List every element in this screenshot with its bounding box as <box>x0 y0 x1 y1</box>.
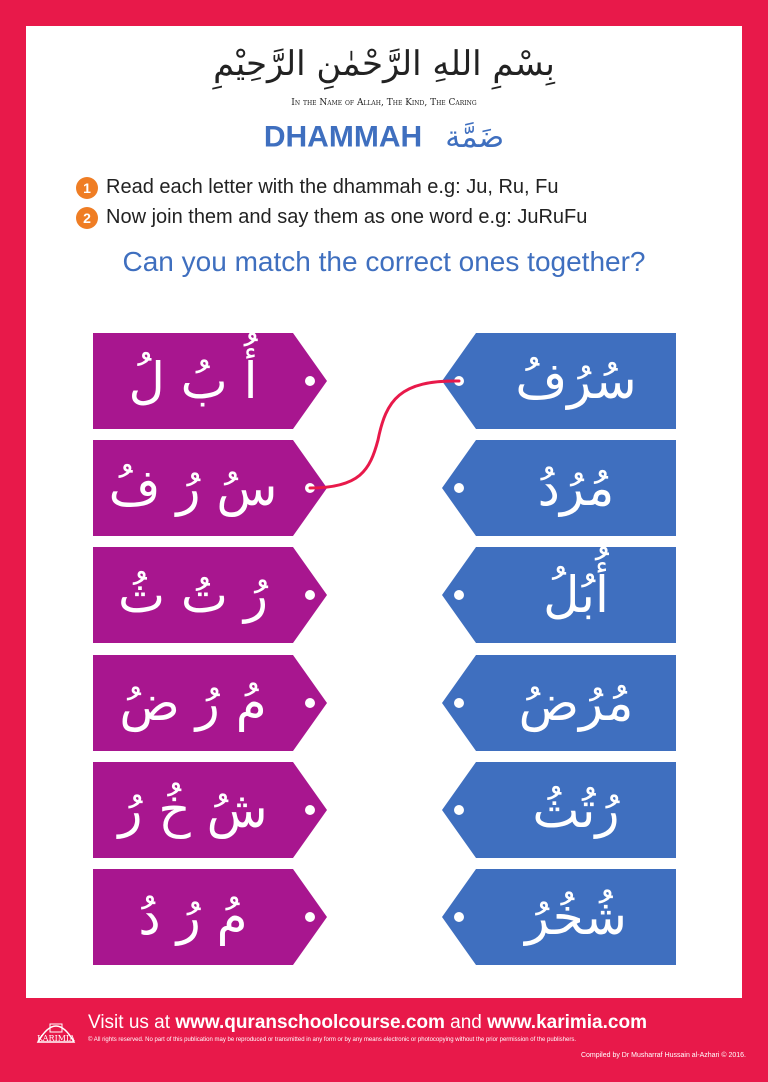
right-tag-1[interactable] <box>436 333 676 429</box>
step-number-badge: 2 <box>76 207 98 229</box>
site-link-quranschoolcourse[interactable]: www.quranschoolcourse.com <box>175 1012 445 1033</box>
left-tag-6[interactable] <box>93 869 333 965</box>
right-tag-3[interactable] <box>436 547 676 643</box>
left-tag-2[interactable] <box>93 440 333 536</box>
right-tag-2[interactable] <box>436 440 676 536</box>
right-tag-text: شُخُرُ <box>525 888 627 946</box>
right-tag-text: مُرُدُ <box>537 459 615 517</box>
left-tag-text: رُ تُ ثُ <box>117 566 269 624</box>
left-tag-text: أُ بُ لُ <box>128 352 258 410</box>
right-tag-text: رُتُثُ <box>532 781 620 839</box>
instruction-text: Read each letter with the dhammah e.g: Ju, Ru, Fu <box>106 176 559 198</box>
right-tag-6[interactable] <box>436 869 676 965</box>
left-tag-3[interactable] <box>93 547 333 643</box>
basmala-calligraphy: بِسْمِ اللهِ الرَّحْمٰنِ الرَّحِيْمِ <box>213 44 555 84</box>
site-link-karimia[interactable]: www.karimia.com <box>487 1012 647 1033</box>
left-tag-text: مُ رُ ضُ <box>119 674 267 732</box>
logo-text: KARIMIA <box>37 1034 75 1043</box>
compiler-credit: Compiled by Dr Musharraf Hussain al-Azhari © 2016. <box>580 1052 746 1059</box>
matching-question: Can you match the correct ones together? <box>122 246 646 277</box>
right-tag-text: مُرُضُ <box>518 674 634 732</box>
page-title <box>0 120 768 155</box>
left-tag-text: شُ خُ رُ <box>118 781 268 839</box>
instruction-1 <box>76 176 558 199</box>
instruction-2 <box>76 206 587 229</box>
right-tag-4[interactable] <box>436 655 676 751</box>
right-tag-text: أُبُلُ <box>543 566 609 624</box>
footer-visit <box>88 1012 647 1034</box>
left-tag-4[interactable] <box>93 655 333 751</box>
instruction-text: Now join them and say them as one word e.g: JuRuFu <box>106 206 588 228</box>
left-tag-text: مُ رُ دُ <box>138 888 248 946</box>
title-arabic: ضَمَّة <box>445 120 505 155</box>
title-english: DHAMMAH <box>263 120 423 154</box>
left-tag-5[interactable] <box>93 762 333 858</box>
step-number-badge: 1 <box>76 177 98 199</box>
left-tag-text: سُ رُ فُ <box>108 459 278 517</box>
visit-and: and <box>450 1012 482 1033</box>
left-tag-1[interactable] <box>93 333 333 429</box>
basmala-translation: In the Name of Allah, The Kind, The Caring <box>291 98 477 108</box>
right-tag-text: سُرُفُ <box>515 352 637 410</box>
rights-notice: © All rights reserved. No part of this publication may be reproduced or transmitted in any form or by any means electronic or photocopying without the prior permission of the publishers. <box>88 1037 576 1043</box>
right-tag-5[interactable] <box>436 762 676 858</box>
visit-prefix: Visit us at <box>88 1012 171 1033</box>
